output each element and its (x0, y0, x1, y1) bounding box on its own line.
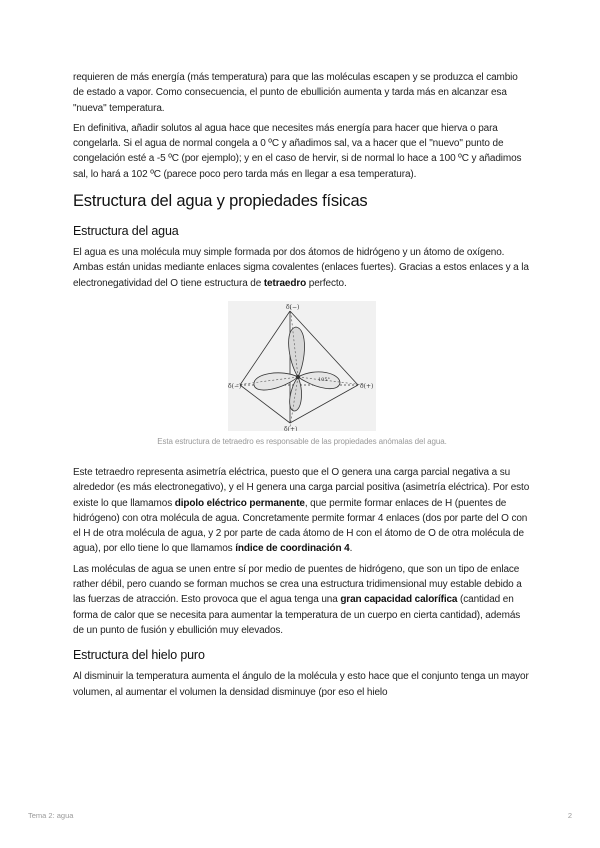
bold-term-tetraedro: tetraedro (263, 277, 307, 289)
paragraph-water-molecule (73, 245, 531, 291)
paragraph-summary-solutes: En definitiva, añadir solutos al agua hace que necesites más energía para hacer que hierva o para congelarla. Si el agua de normal congela a 0 ºC y añadimos sal, va a hacer que el "nuevo" punto de congelación esté a -5 ºC (por ejemplo); y en el caso de hervir, si de normal lo hace a 100 ºC y añadimos sal, lo hará a 102 ºC (parece poco pero tarda más en llegar a esa temperatura). (73, 122, 522, 180)
label-bottom-charge: δ(+) (284, 425, 298, 431)
text-segment: (cantidad en forma de calor que se necesita para aumentar la temperatura de un cuerpo en cierta cantidad), además de un punto de fusión y ebullición muy elevados. (73, 594, 521, 636)
label-angle: 105° (318, 376, 331, 383)
figure-caption: Esta estructura de tetraedro es responsable de las propiedades anómalas del agua. (157, 436, 447, 446)
subheading-ice-structure: Estructura del hielo puro (73, 648, 205, 663)
bold-term-capacidad: gran capacidad calorífica (340, 594, 458, 606)
label-top-charge: δ(−) (286, 303, 300, 311)
label-right-charge: δ(+) (360, 382, 374, 390)
bold-term-dipolo: dipolo eléctrico permanente (174, 497, 305, 509)
tetrahedron-figure (73, 301, 531, 446)
subheading-water-structure: Estructura del agua (73, 224, 179, 239)
section-heading-structure-properties: Estructura del agua y propiedades físicas (73, 192, 368, 211)
footer-page-number: 2 (567, 811, 572, 820)
text-segment: . (349, 543, 353, 555)
oxygen-center (296, 375, 300, 379)
text-segment: perfecto. (306, 277, 347, 289)
lobe-left (254, 373, 298, 390)
paragraph-ice: Al disminuir la temperatura aumenta el ángulo de la molécula y esto hace que el conjunto tenga un mayor volumen, al aumentar el volumen la densidad disminuye (por eso el hielo (73, 671, 529, 698)
label-left-charge: δ(−) (228, 382, 242, 390)
text-segment: Las moléculas de agua se unen entre sí por medio de puentes de hidrógeno, que son un tipo de enlace rather débil, pero cuando se forman muchos se crea una estructura tridimensional muy estable debido a las fuerzas de atracción. Esto provoca que el agua tenga una (73, 563, 522, 606)
paragraph-boiling-point: requieren de más energía (más temperatura) para que las moléculas escapen y se produzca el cambio de estado a vapor. Como consecuencia, el punto de ebullición aumenta y tarda más en alcanzar esa "nueva" temperatura. (73, 72, 518, 114)
paragraph-dipole (73, 465, 531, 557)
document-body (73, 70, 531, 705)
paragraph-hydrogen-bonds (73, 562, 531, 638)
footer-document-title: Tema 2: agua (28, 811, 74, 820)
text-segment: El agua es una molécula muy simple formada por dos átomos de hidrógeno y un átomo de oxígeno. Ambas están unidas mediante enlaces sigma covalentes (enlaces fuertes). Gracias a estos enlaces y a la electronegatividad del O tiene estructura de (73, 247, 529, 289)
lobe-top (289, 327, 305, 377)
bold-term-indice: índice de coordinación 4 (235, 543, 350, 555)
tetrahedron-diagram (228, 301, 376, 431)
text-segment: Este tetraedro representa asimetría eléctrica, puesto que el O genera una carga parcial negativa a su alrededor (es más electronegativo), y el H genera una carga parcial positiva (asimetría eléctrica). Por esto existe lo que llamamos (73, 466, 530, 509)
text-segment: , que permite formar enlaces de H (puentes de hidrógeno) con otra molécula de agua. Concretamente permite formar 4 enlaces (dos por parte del O con el H de otra molécula de agua, y 2 por parte de cada átomo de H con el átomo de O de otra molécula de agua), por ello tiene lo que llamamos (73, 497, 528, 555)
